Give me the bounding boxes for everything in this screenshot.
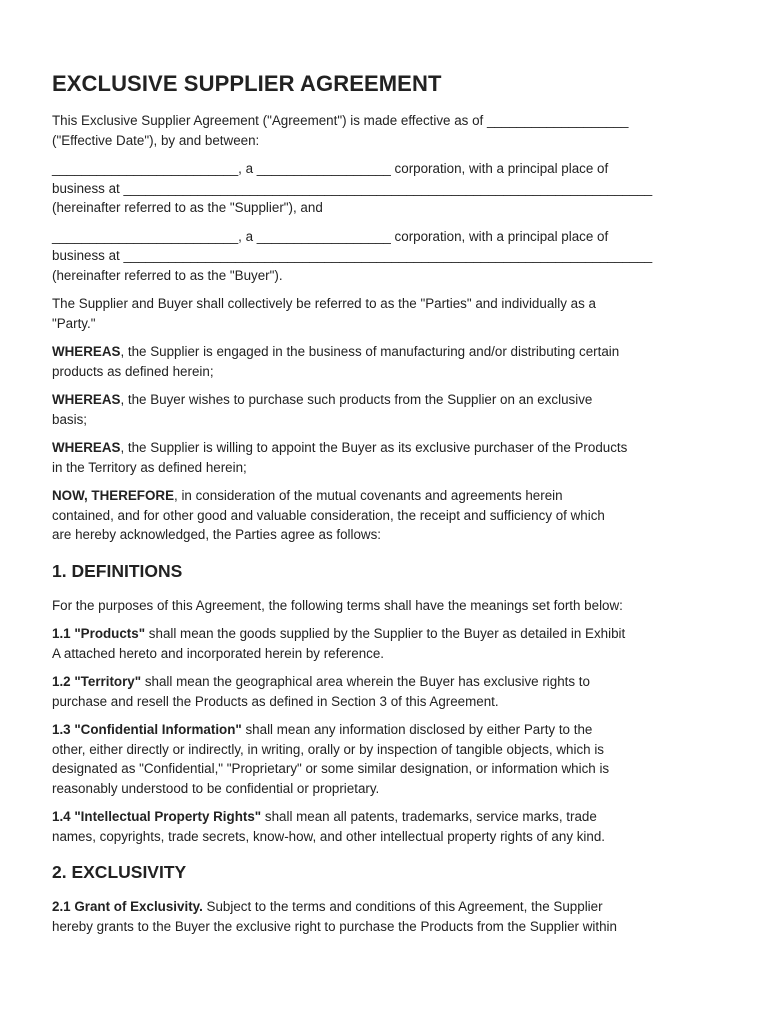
whereas-line <box>52 438 720 458</box>
whereas-paragraph-2 <box>52 390 720 429</box>
whereas-line: basis; <box>52 411 87 427</box>
supplier-line: (hereinafter referred to as the "Supplier"), and <box>52 200 323 215</box>
whereas-line <box>52 390 720 410</box>
whereas-label: WHEREAS <box>52 344 121 359</box>
buyer-line: business at _______________________________________________________________________ <box>52 248 653 263</box>
parties-paragraph <box>52 294 720 333</box>
clause-line <box>52 897 720 917</box>
definition-line <box>52 807 720 827</box>
definition-line <box>52 624 720 644</box>
now-therefore-text: , in consideration of the mutual covenants and agreements herein <box>174 488 563 503</box>
buyer-line: (hereinafter referred to as the "Buyer"). <box>52 267 283 283</box>
document-page <box>52 68 720 945</box>
whereas-paragraph-1 <box>52 342 720 381</box>
intro-line: This Exclusive Supplier Agreement ("Agreement") is made effective as of ___________________ <box>52 113 629 128</box>
whereas-text: , the Supplier is engaged in the business of manufacturing and/or distributing certain <box>120 344 620 359</box>
definition-text: shall mean any information disclosed by either Party to the <box>241 722 593 737</box>
definition-line: designated as "Confidential," "Proprietary" or some similar designation, or information which is <box>52 761 610 776</box>
buyer-line: _________________________, a __________________ corporation, with a principal place of <box>52 228 609 244</box>
supplier-line: _________________________, a __________________ corporation, with a principal place of <box>52 161 609 176</box>
definition-term: 1.3 "Confidential Information" <box>52 722 242 737</box>
definition-line: other, either directly or indirectly, in writing, orally or by inspection of tangible objects, which is <box>52 741 604 757</box>
definition-term: 1.1 "Products" <box>52 626 146 641</box>
definition-territory <box>52 672 720 711</box>
now-therefore-line: contained, and for other good and valuable consideration, the receipt and sufficiency of which <box>52 507 605 523</box>
definition-text: shall mean the goods supplied by the Supplier to the Buyer as detailed in Exhibit <box>145 626 626 641</box>
definition-confidential-information <box>52 720 720 798</box>
clause-term: 2.1 Grant of Exclusivity. <box>52 899 203 914</box>
now-therefore-line: are hereby acknowledged, the Parties agree as follows: <box>52 527 382 542</box>
definition-line <box>52 672 720 692</box>
whereas-line: products as defined herein; <box>52 363 214 379</box>
whereas-line: in the Territory as defined herein; <box>52 459 247 475</box>
supplier-block <box>52 159 720 218</box>
parties-line: The Supplier and Buyer shall collectively be referred to as the "Parties" and individually as a <box>52 296 596 311</box>
definition-line: names, copyrights, trade secrets, know-how, and other intellectual property rights of any kind. <box>52 828 606 844</box>
supplier-line: business at _______________________________________________________________________ <box>52 180 653 196</box>
definition-line: A attached hereto and incorporated herein by reference. <box>52 645 385 661</box>
definition-text: shall mean all patents, trademarks, service marks, trade <box>261 809 597 824</box>
definition-intellectual-property-rights <box>52 807 720 846</box>
now-therefore-paragraph <box>52 486 720 545</box>
section-heading-definitions: 1. DEFINITIONS <box>52 560 183 581</box>
whereas-label: WHEREAS <box>52 440 121 455</box>
now-therefore-line <box>52 486 720 506</box>
intro-line: ("Effective Date"), by and between: <box>52 132 260 148</box>
parties-line: "Party." <box>52 315 96 331</box>
whereas-line <box>52 342 720 362</box>
clause-line: hereby grants to the Buyer the exclusive right to purchase the Products from the Supplier within <box>52 918 617 934</box>
whereas-label: WHEREAS <box>52 392 121 407</box>
definition-line <box>52 720 720 740</box>
clause-text: Subject to the terms and conditions of this Agreement, the Supplier <box>202 899 603 914</box>
definition-term: 1.2 "Territory" <box>52 674 142 689</box>
definition-text: shall mean the geographical area wherein the Buyer has exclusive rights to <box>141 674 590 689</box>
now-therefore-label: NOW, THEREFORE <box>52 488 175 503</box>
definition-line: purchase and resell the Products as defined in Section 3 of this Agreement. <box>52 693 499 709</box>
intro-paragraph <box>52 111 720 150</box>
whereas-paragraph-3 <box>52 438 720 477</box>
definition-term: 1.4 "Intellectual Property Rights" <box>52 809 262 824</box>
definition-products <box>52 624 720 663</box>
whereas-text: , the Buyer wishes to purchase such products from the Supplier on an exclusive <box>120 392 593 407</box>
document-title: EXCLUSIVE SUPPLIER AGREEMENT <box>52 71 442 96</box>
clause-grant-of-exclusivity <box>52 897 720 936</box>
whereas-text: , the Supplier is willing to appoint the Buyer as its exclusive purchaser of the Products <box>120 440 628 455</box>
section-heading-exclusivity: 2. EXCLUSIVITY <box>52 862 187 882</box>
definitions-intro: For the purposes of this Agreement, the following terms shall have the meanings set forth below: <box>52 597 623 613</box>
definition-line: reasonably understood to be confidential or proprietary. <box>52 780 380 796</box>
buyer-block <box>52 227 720 286</box>
